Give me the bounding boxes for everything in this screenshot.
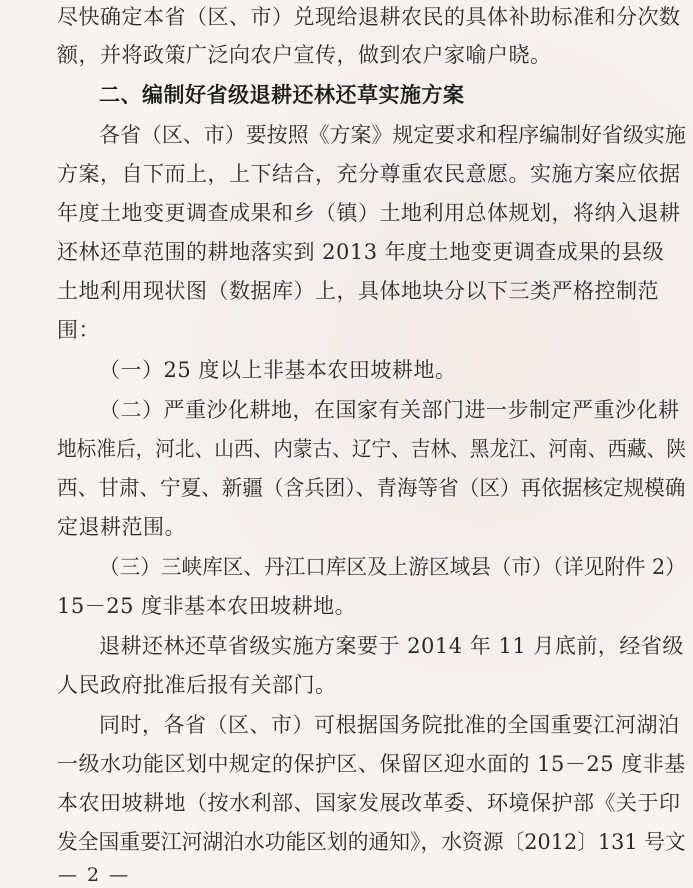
section-heading: 二、编制好省级退耕还林还草实施方案 bbox=[99, 82, 465, 107]
paragraph-line-4: 各省（区、市）要按照《方案》规定要求和程序编制好省级实施 bbox=[99, 123, 686, 147]
paragraph-line-22: 发全国重要江河湖泊水功能区划的通知》，水资源〔2012〕131 号文 bbox=[57, 830, 686, 854]
paragraph-line-12: 地标准后，河北、山西、内蒙古、辽宁、吉林、黑龙江、河南、西藏、陕 bbox=[57, 437, 686, 461]
paragraph-line-9: 围： bbox=[57, 318, 100, 342]
list-item-1: （一）25 度以上非基本农田坡耕地。 bbox=[99, 358, 457, 382]
paragraph-line-17: 退耕还林还草省级实施方案要于 2014 年 11 月底前，经省级 bbox=[99, 634, 684, 658]
paragraph-line-6: 年度土地变更调查成果和乡（镇）土地利用总体规划，将纳入退耕 bbox=[57, 201, 681, 225]
list-item-3: （三）三峡库区、丹江口库区及上游区域县（市）（详见附件 2） bbox=[99, 555, 686, 579]
paragraph-line-7: 还林还草范围的耕地落实到 2013 年度土地变更调查成果的县级 bbox=[57, 240, 665, 264]
paragraph-line-1: 尽快确定本省（区、市）兑现给退耕农民的具体补助标准和分次数 bbox=[57, 5, 681, 29]
paragraph-line-21: 本农田坡耕地（按水利部、国家发展改革委、环境保护部《关于印 bbox=[57, 791, 681, 815]
paragraph-line-8: 土地利用现状图（数据库）上，具体地块分以下三类严格控制范 bbox=[57, 279, 659, 303]
paragraph-line-16: 15－25 度非基本农田坡耕地。 bbox=[57, 594, 357, 618]
paragraph-line-5: 方案，自下而上，上下结合，充分尊重农民意愿。实施方案应依据 bbox=[57, 162, 681, 186]
paragraph-line-18: 人民政府批准后报有关部门。 bbox=[57, 673, 337, 697]
page-number: — 2 — bbox=[58, 864, 131, 886]
paragraph-line-14: 定退耕范围。 bbox=[57, 515, 186, 539]
paragraph-line-13: 西、甘肃、宁夏、新疆（含兵团）、青海等省（区）再依据核定规模确 bbox=[57, 476, 686, 500]
list-item-2: （二）严重沙化耕地，在国家有关部门进一步制定严重沙化耕 bbox=[99, 398, 680, 422]
paragraph-line-19: 同时，各省（区、市）可根据国务院批准的全国重要江河湖泊 bbox=[99, 713, 680, 737]
paragraph-line-20: 一级水功能区划中规定的保护区、保留区迎水面的 15－25 度非基 bbox=[57, 752, 686, 776]
paragraph-line-2: 额，并将政策广泛向农户宣传，做到农户家喻户晓。 bbox=[57, 43, 552, 67]
